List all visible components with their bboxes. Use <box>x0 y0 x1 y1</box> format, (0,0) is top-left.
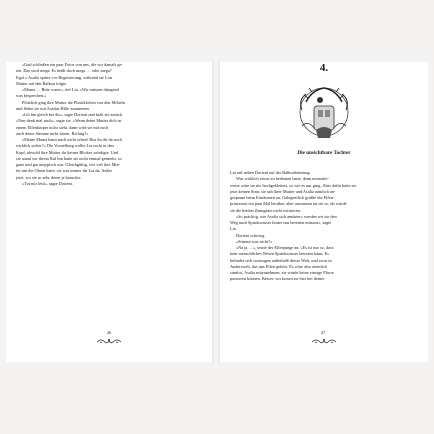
text-line: Anderswelt, das uns Elfen gehört. Es wäre also ziemlich <box>230 263 327 269</box>
text-line: weise wäre sie nie hochgeklettert, so wie es nur ging. Aber dafür hatte sie <box>230 182 357 188</box>
text-line: Kopf, obwohl ihre Mutter ihr keines Blickes würdigte. Und <box>16 149 119 155</box>
text-line: »Mama … Bitte warte«, rief Lia. »Wir müssen dringend <box>22 87 119 92</box>
text-line: ganz und gar untypisch war. Gleichgültig, wie viel ihre Mut- <box>16 162 121 167</box>
text-line: sie die beiden Zaungäste nicht existieren. <box>230 207 301 213</box>
text-line: »Und schließen ein paar Fotos von uns, die wir damals ge- <box>22 62 123 67</box>
text-line: gespannt beim Einräumen zu. Gelegentlich grüßte die Elfen- <box>230 195 335 200</box>
text-line: Lia saß neben Dorient auf der Balkonbrüstung. <box>230 170 311 175</box>
ornament-icon <box>95 337 123 345</box>
text-line: Was wirklich etwas zu bedeuten hatte, denn normaler- <box>236 176 330 182</box>
ornament-icon <box>310 337 338 345</box>
text-line: »Meine Mama kann mich nicht sehen! Bist du dir da auch <box>22 137 122 142</box>
page-number-right: 27 <box>320 330 326 335</box>
text-line: »Tut mir leid«, sagte Dorient. <box>22 180 73 186</box>
text-line: Lia. <box>230 226 237 232</box>
book-gutter <box>212 62 220 362</box>
text-line: Dorient schwieg. <box>236 232 266 238</box>
book-spread <box>6 62 428 362</box>
text-line: jetzt keinen Sinn, sie sah ihrer Mutter und Asalia nämlich an- <box>230 188 336 194</box>
text-line: »Stimmt was nicht?« <box>236 238 273 244</box>
text-line: ter um die Ohren hatte, sie war immer für Lia da. Außer <box>16 168 113 174</box>
chapter-number: 4. <box>319 62 329 74</box>
text-line: ten. Das wird mega. Es heißt doch mega … oder mega? <box>16 68 112 74</box>
text-line: was besprechen.« <box>16 93 47 99</box>
text-line: Weg nach Sprinkwasser hinter uns bereiten müssen«, sagte <box>230 220 332 225</box>
text-line: »So prächtig, wie Asalia sich amüsiert, werden wir sie den <box>236 213 337 219</box>
text-line: kein menschliches Wesen Sprinkwasser betreten kann. Es <box>230 251 329 257</box>
chapter-title: Die unsichtbare Tochter <box>297 150 351 156</box>
text-line: passieren können. Besser, wir lassen sie hier bei deiner <box>230 276 325 282</box>
text-line: jetzt, wo sie so sehr deren je brauchte. <box>16 174 82 180</box>
left-page-body <box>16 62 204 187</box>
text-line: prinzessin ein paar Mal herüber, aber ansonsten tat sie so, als würde <box>230 201 347 207</box>
page-number-left: 26 <box>106 330 112 335</box>
text-line: und flehte sie mit Asalias Hilfe zusammen. <box>16 105 90 111</box>
text-line: auch deine Stimme nicht hören. Richtig?« <box>16 130 89 136</box>
left-page <box>6 62 212 362</box>
text-line: sinnlos, Asalia mitzunehmen, sie würde keine einzige Pforte <box>230 270 334 275</box>
text-line: einem Elfenkörper nicht sieht, dann wird sie mit euch <box>16 124 109 130</box>
text-line: Mutter auf den Balkon folgte. <box>16 80 68 86</box>
text-line: »Ich bin gleich bei dir«, sagte Dorient und hielt sie zurück. <box>22 112 124 117</box>
text-line: wirklich sicher?« Die Vorstellung wollte Lia nicht in den <box>16 143 114 149</box>
text-line: Plötzlich ging ihre Mutter die Plastikfolien von den Möbeln <box>22 99 125 105</box>
chapter-illustration-icon <box>294 76 354 146</box>
right-page <box>220 62 428 362</box>
text-line: Egal.« Asalia spürte vor Begeisterung, während sie Lias <box>16 74 113 80</box>
text-line: »Na ja …«, setzte der Elfenjunge an. »Es ist nur so, dass <box>236 245 334 250</box>
right-page-body <box>230 170 420 283</box>
text-line: befindet sich sozusagen außerhalb dieser Welt, und zwar in <box>230 257 332 263</box>
text-line: »Nun denk mal nach«, sagte sie. »Wenn deine Mutter dich in <box>16 118 121 124</box>
text-line: sie stand vor ihrem Ruf hin hatte sie nicht einmal gemerkt, so <box>16 155 122 161</box>
